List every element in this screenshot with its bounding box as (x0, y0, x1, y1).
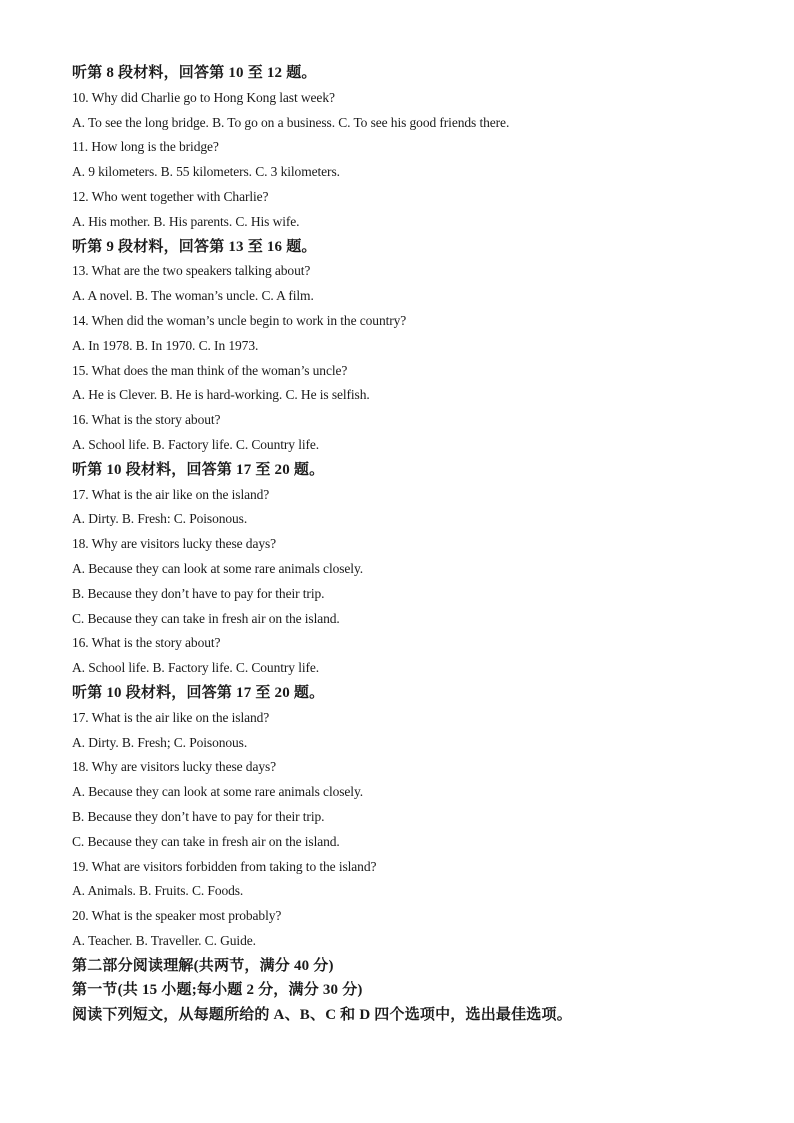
text-line: 13. What are the two speakers talking about? (72, 263, 311, 279)
section-heading: 听第 9 段材料，回答第 13 至 16 题。 (72, 238, 317, 255)
section-heading: 第二部分阅读理解(共两节，满分 40 分) (72, 957, 334, 974)
text-line: A. School life. B. Factory life. C. Country life. (72, 660, 320, 676)
text-line: C. Because they can take in fresh air on the island. (72, 610, 340, 626)
text-line: A. Because they can look at some rare animals closely. (72, 560, 363, 576)
text-line: 12. Who went together with Charlie? (72, 188, 269, 204)
text-line: 19. What are visitors forbidden from taking to the island? (72, 858, 377, 874)
text-line: A. 9 kilometers. B. 55 kilometers. C. 3 kilometers. (72, 164, 340, 180)
text-line: 15. What does the man think of the woman’s uncle? (72, 362, 348, 378)
text-line: 18. Why are visitors lucky these days? (72, 536, 277, 552)
text-line: A. To see the long bridge. B. To go on a business. C. To see his good friends there. (72, 114, 510, 130)
text-line: 17. What is the air like on the island? (72, 486, 270, 502)
text-line: 18. Why are visitors lucky these days? (72, 759, 277, 775)
text-line: A. A novel. B. The woman’s uncle. C. A film. (72, 288, 314, 304)
text-line: A. Because they can look at some rare animals closely. (72, 784, 363, 800)
section-heading: 听第 10 段材料，回答第 17 至 20 题。 (72, 684, 325, 701)
text-line: B. Because they don’t have to pay for their trip. (72, 585, 325, 601)
text-line: C. Because they can take in fresh air on the island. (72, 833, 340, 849)
text-line: 14. When did the woman’s uncle begin to work in the country? (72, 312, 407, 328)
text-line: 10. Why did Charlie go to Hong Kong last week? (72, 89, 335, 105)
text-line: 16. What is the story about? (72, 412, 221, 428)
text-line: 11. How long is the bridge? (72, 139, 219, 155)
text-line: 16. What is the story about? (72, 635, 221, 651)
text-line: A. School life. B. Factory life. C. Country life. (72, 436, 320, 452)
text-line: A. Animals. B. Fruits. C. Foods. (72, 883, 244, 899)
text-line: B. Because they don’t have to pay for their trip. (72, 808, 325, 824)
section-heading: 听第 8 段材料，回答第 10 至 12 题。 (72, 65, 317, 81)
section-heading: 听第 10 段材料，回答第 17 至 20 题。 (72, 461, 325, 478)
text-line: A. His mother. B. His parents. C. His wife. (72, 213, 300, 229)
text-line: A. In 1978. B. In 1970. C. In 1973. (72, 337, 259, 353)
document-body (72, 61, 762, 1028)
text-line: A. Dirty. B. Fresh; C. Poisonous. (72, 734, 248, 750)
section-heading: 阅读下列短文，从每题所给的 A、B、C 和 D 四个选项中，选出最佳选项。 (72, 1007, 572, 1024)
text-line: A. He is Clever. B. He is hard-working. C. He is selfish. (72, 387, 370, 403)
section-heading: 第一节(共 15 小题;每小题 2 分，满分 30 分) (72, 982, 363, 999)
text-line: A. Teacher. B. Traveller. C. Guide. (72, 932, 256, 948)
text-line: 17. What is the air like on the island? (72, 709, 270, 725)
text-line: A. Dirty. B. Fresh: C. Poisonous. (72, 511, 248, 527)
text-line: 20. What is the speaker most probably? (72, 908, 282, 924)
